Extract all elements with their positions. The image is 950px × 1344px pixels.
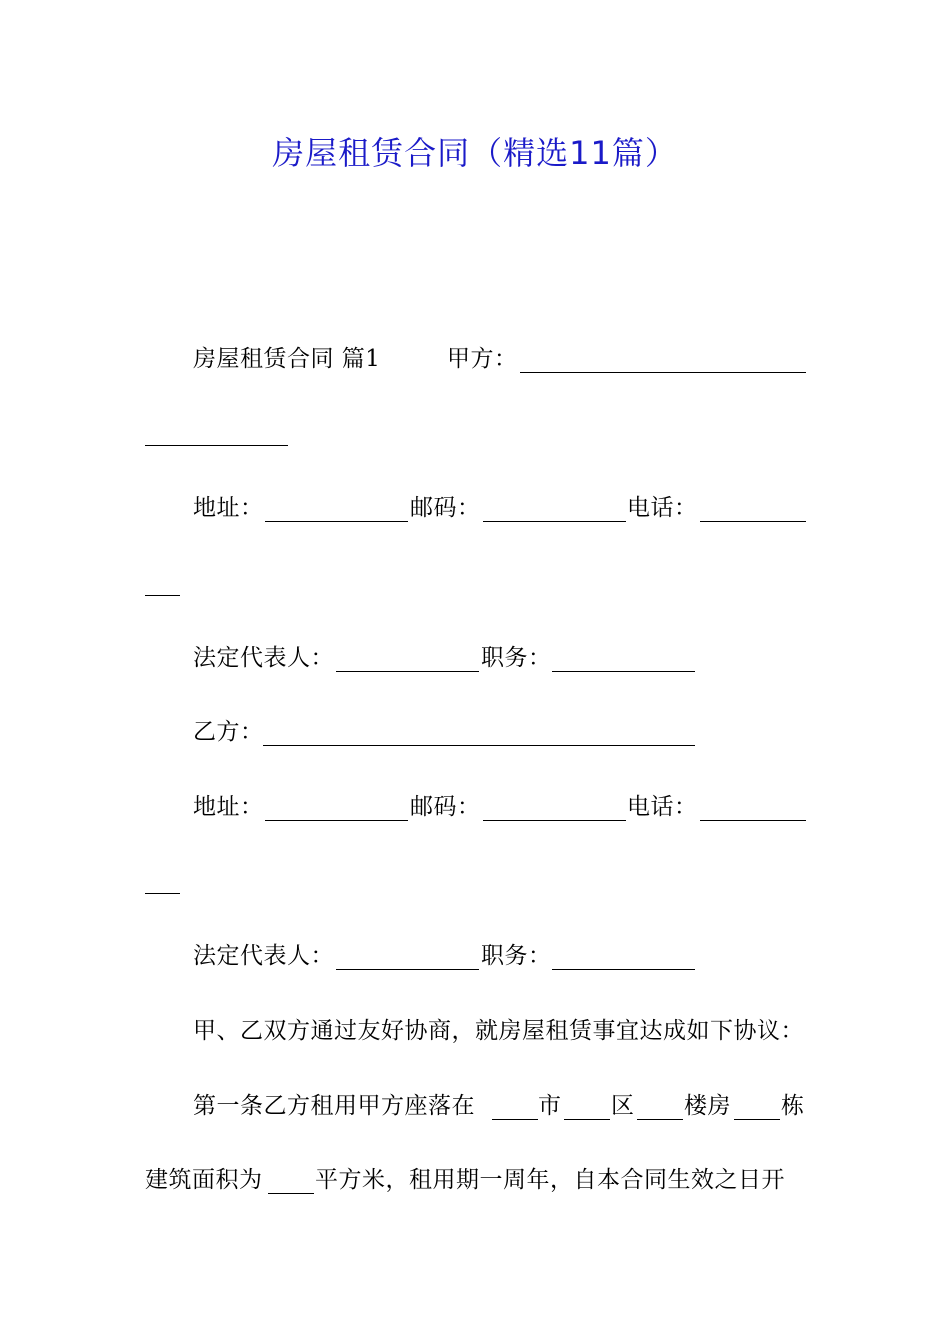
city-blank: [492, 1119, 538, 1120]
party-a-position-blank: [552, 671, 695, 672]
party-a-rep-label: 法定代表人：: [193, 645, 334, 671]
party-a-phone-blank-continued: [145, 595, 180, 596]
party-a-label: 甲方：: [447, 346, 518, 372]
article-one-text-1: 第一条乙方租用甲方座落在: [193, 1093, 475, 1119]
unit-blank: [734, 1119, 780, 1120]
party-a-blank: [520, 372, 806, 373]
party-b-rep-label: 法定代表人：: [193, 943, 334, 969]
party-a-postcode-blank: [483, 521, 626, 522]
party-a-phone-blank: [700, 521, 806, 522]
party-b-address-blank: [265, 820, 408, 821]
party-a-address-label: 地址：: [193, 495, 264, 521]
party-a-blank-continued: [145, 445, 288, 446]
party-a-postcode-label: 邮码：: [410, 495, 481, 521]
party-a-address-blank: [265, 521, 408, 522]
document-title: 房屋租赁合同（精选11篇）: [272, 134, 678, 172]
party-b-phone-label: 电话：: [627, 794, 698, 820]
party-b-phone-blank-continued: [145, 893, 180, 894]
contract-heading-label: 房屋租赁合同 篇1: [193, 346, 381, 372]
article-one-city: 市: [538, 1093, 562, 1119]
article-one-unit: 栋: [781, 1093, 805, 1119]
party-a-position-label: 职务：: [481, 645, 552, 671]
party-b-blank: [263, 745, 695, 746]
party-b-address-label: 地址：: [193, 794, 264, 820]
party-b-phone-blank: [700, 820, 806, 821]
article-one-text-2: 建筑面积为: [145, 1167, 263, 1193]
article-one-district: 区: [611, 1093, 635, 1119]
party-b-rep-blank: [336, 969, 479, 970]
article-one-text-3: 平方米，租用期一周年，自本合同生效之日开: [315, 1167, 785, 1193]
party-b-position-label: 职务：: [481, 943, 552, 969]
party-b-postcode-label: 邮码：: [410, 794, 481, 820]
party-b-postcode-blank: [483, 820, 626, 821]
party-b-label: 乙方：: [193, 719, 264, 745]
party-a-phone-label: 电话：: [627, 495, 698, 521]
area-blank: [268, 1193, 314, 1194]
party-a-rep-blank: [336, 671, 479, 672]
district-blank: [564, 1119, 610, 1120]
article-one-building: 楼房: [684, 1093, 731, 1119]
agreement-intro: 甲、乙双方通过友好协商，就房屋租赁事宜达成如下协议：: [193, 1018, 804, 1044]
party-b-position-blank: [552, 969, 695, 970]
building-blank: [637, 1119, 683, 1120]
